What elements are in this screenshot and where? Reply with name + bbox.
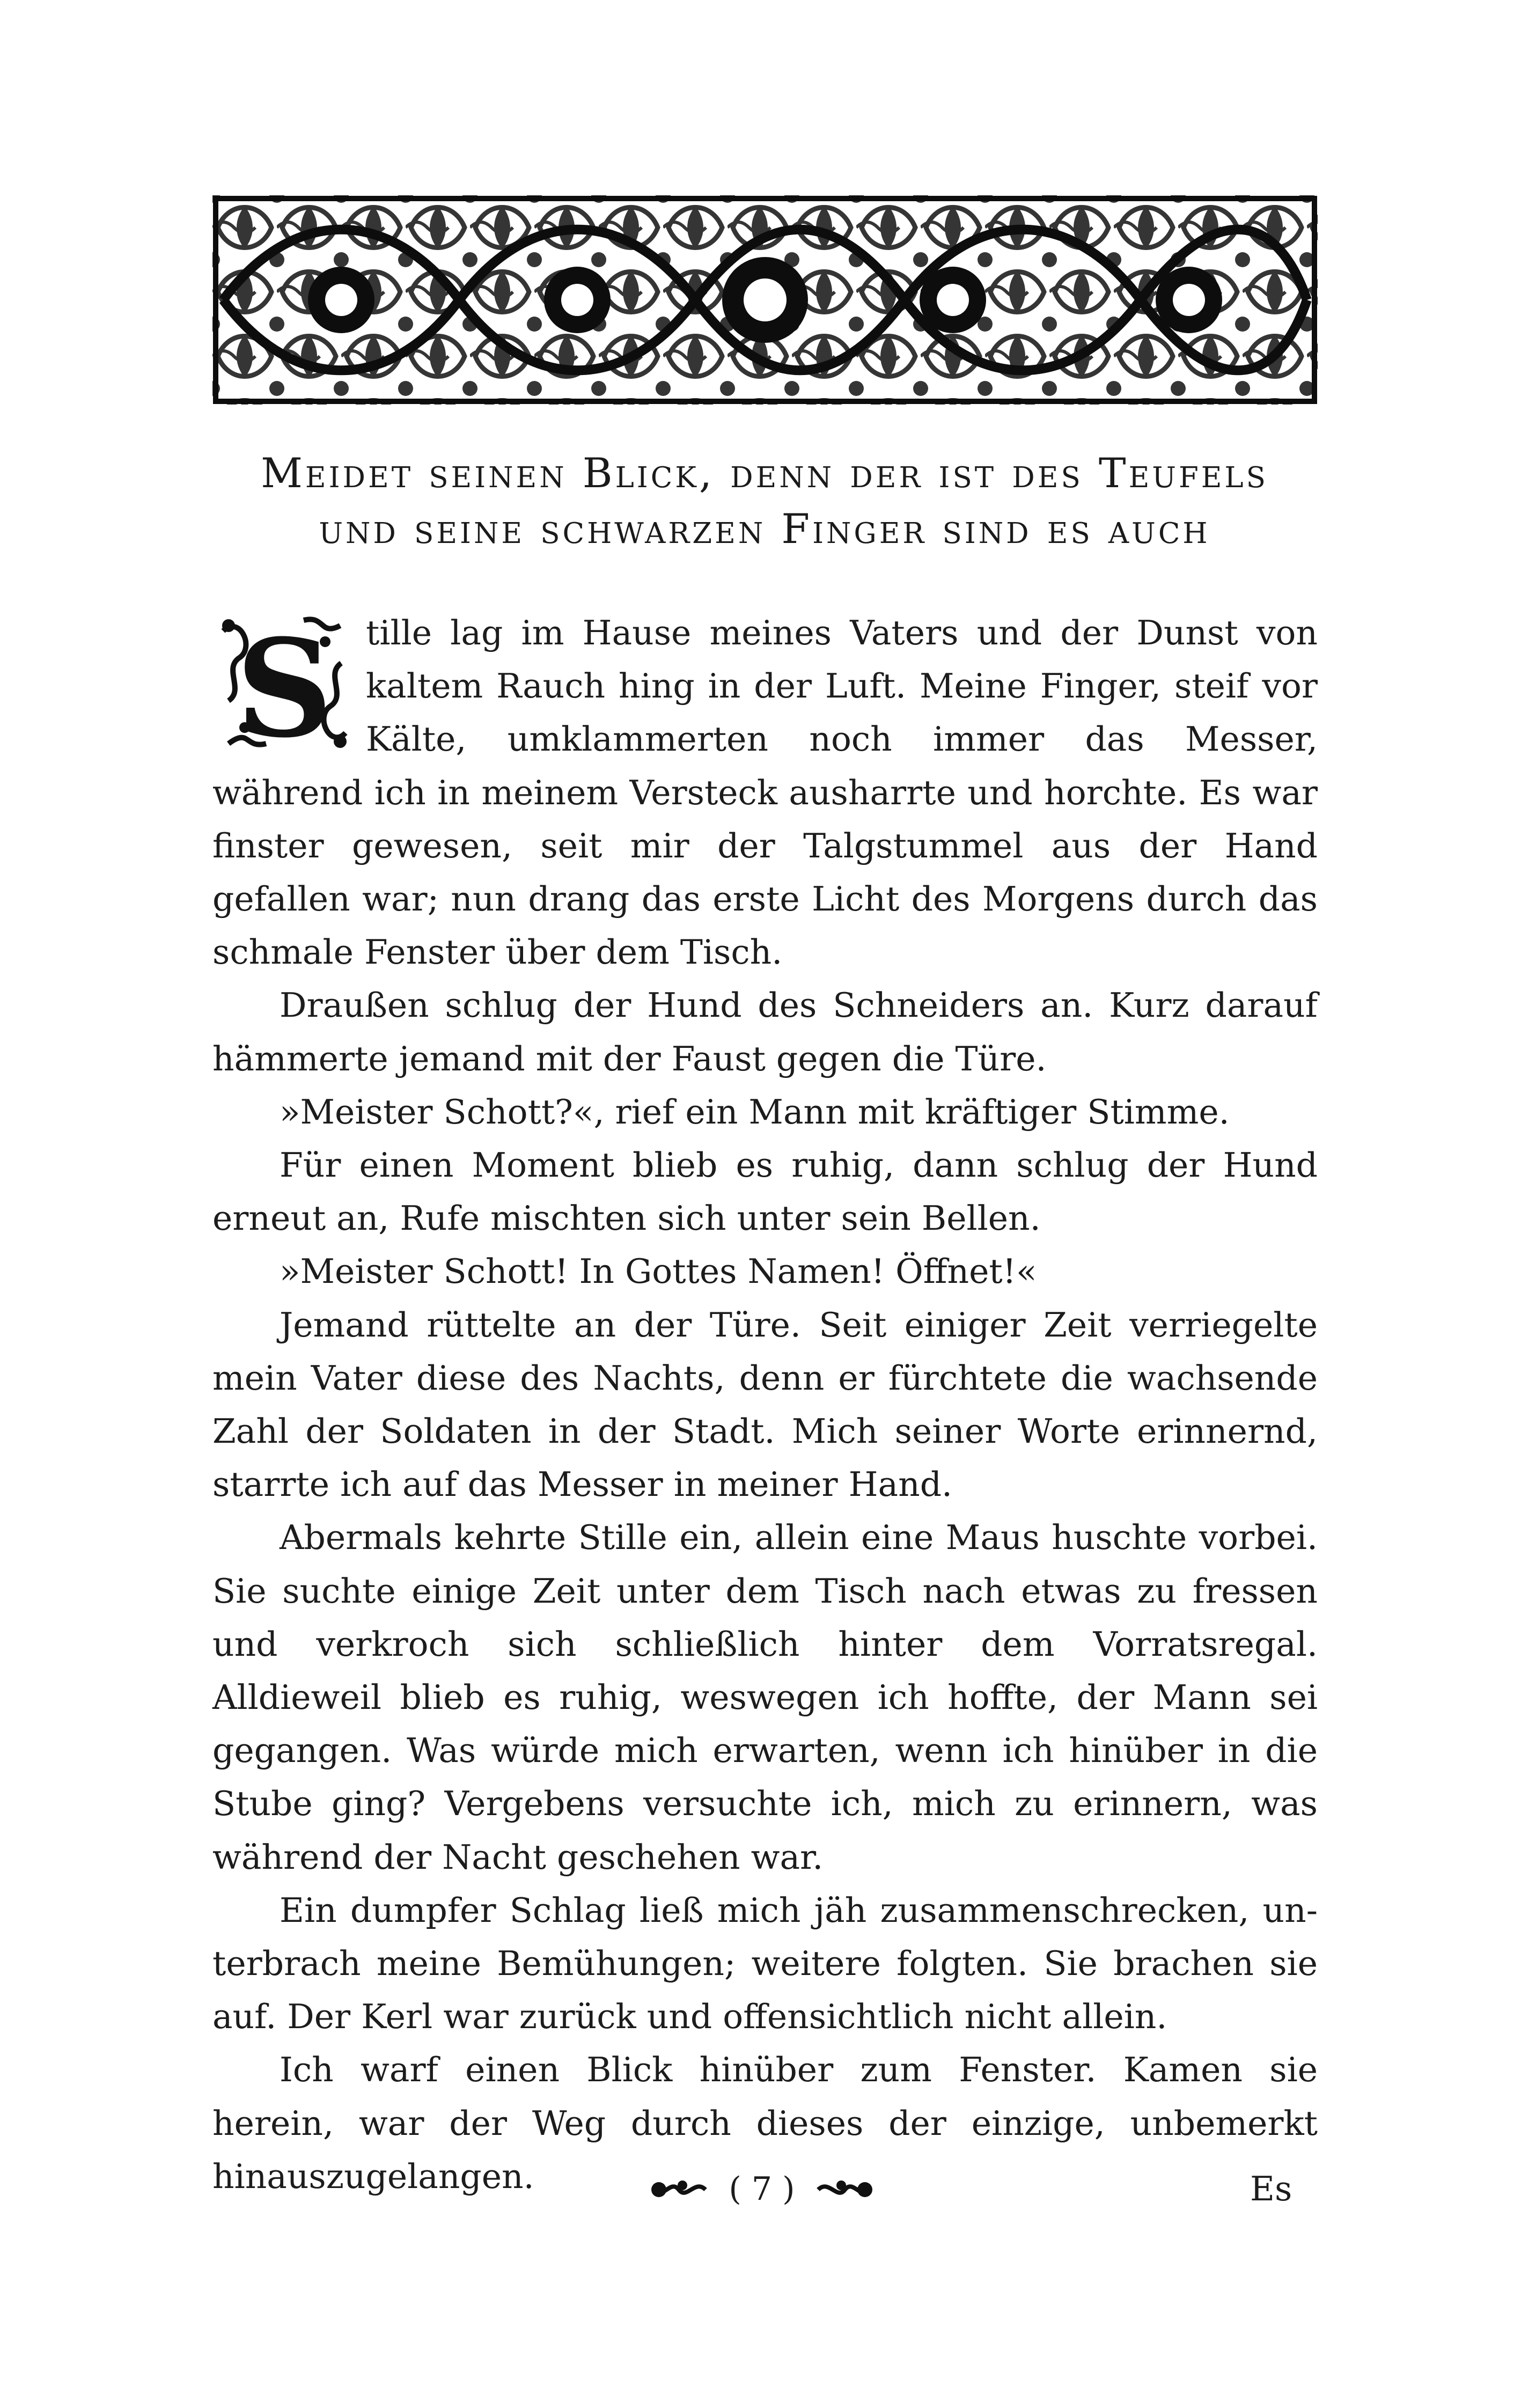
catchword: Es bbox=[1250, 2169, 1292, 2208]
dropcap-s-icon bbox=[212, 610, 356, 758]
fleuron-right-icon bbox=[815, 2174, 875, 2206]
paragraph-text: tille lag im Hause meines Vaters und der Dunst von kaltem Rauch hing in der Luft. Meine Finger, steif vor Kälte, umklammerten noch immer das Messer, während ich in meinem Versteck ausharrte und horchte. Es war finster gewesen, seit mir der Talgstummel aus der Hand gefallen war; nun drang das erste Licht des Morgens durch das schmale Fenster über dem Tisch. bbox=[212, 613, 1318, 972]
paragraph-4: Für einen Moment blieb es ruhig, dann schlug der Hund erneut an, Rufe mischten sich unter sein Bellen. bbox=[212, 1146, 1318, 1238]
paragraph-8: Ein dumpfer Schlag ließ mich jäh zusammenschrecken, unterbrach meine Bemühungen; weitere folgten. Sie brachen sie auf. Der Kerl war zurück und offensichtlich nicht allein. bbox=[212, 1890, 1318, 2037]
paragraph-6: Jemand rüttelte an der Türe. Seit einiger Zeit verriegelte mein Vater diese des Nachts, denn er fürchtete die wachsende Zahl der Soldaten in der Stadt. Mich seiner Worte erinnernd, starrte ich auf das Messer in meiner Hand. bbox=[212, 1305, 1318, 1504]
dropcap-letter: S bbox=[236, 610, 333, 758]
body-text bbox=[212, 606, 1318, 2203]
chapter-title-line-2: und seine schwarzen Finger sind es auch bbox=[319, 505, 1210, 553]
page-number: ( 7 ) bbox=[729, 2170, 795, 2208]
paragraph-9: Ich warf einen Blick hinüber zum Fenster. Kamen sie herein, war der Weg durch dieses der einzige, unbemerkt hinauszugelangen. bbox=[212, 2050, 1318, 2196]
arabesque-border-ornament-icon bbox=[212, 195, 1318, 405]
chapter-title-line-1: Meidet seinen Blick, denn der ist des Teufels bbox=[261, 449, 1268, 497]
page-number-folio bbox=[649, 2165, 875, 2213]
paragraph-3: »Meister Schott?«, rief ein Mann mit kräftiger Stimme. bbox=[280, 1092, 1230, 1132]
paragraph-7: Abermals kehrte Stille ein, allein eine Maus huschte vorbei. Sie suchte einige Zeit unter dem Tisch nach etwas zu fressen und verkroch sich schließlich hinter dem Vorratsregal. Alldieweil blieb es ruhig, weswegen ich hoffte, der Mann sei gegangen. Was würde mich erwarten, wenn ich hinüber in die Stube ging? Vergebens versuchte ich, mich zu erinnern, was während der Nacht geschehen war. bbox=[212, 1518, 1318, 1877]
chapter-title bbox=[209, 445, 1320, 557]
paragraph-2: Draußen schlug der Hund des Schneiders an. Kurz darauf hämmerte jemand mit der Faust gegen die Türe. bbox=[212, 986, 1318, 1078]
paragraph-1 bbox=[212, 606, 1318, 979]
paragraph-5: »Meister Schott! In Gottes Namen! Öffnet!« bbox=[280, 1252, 1037, 1291]
